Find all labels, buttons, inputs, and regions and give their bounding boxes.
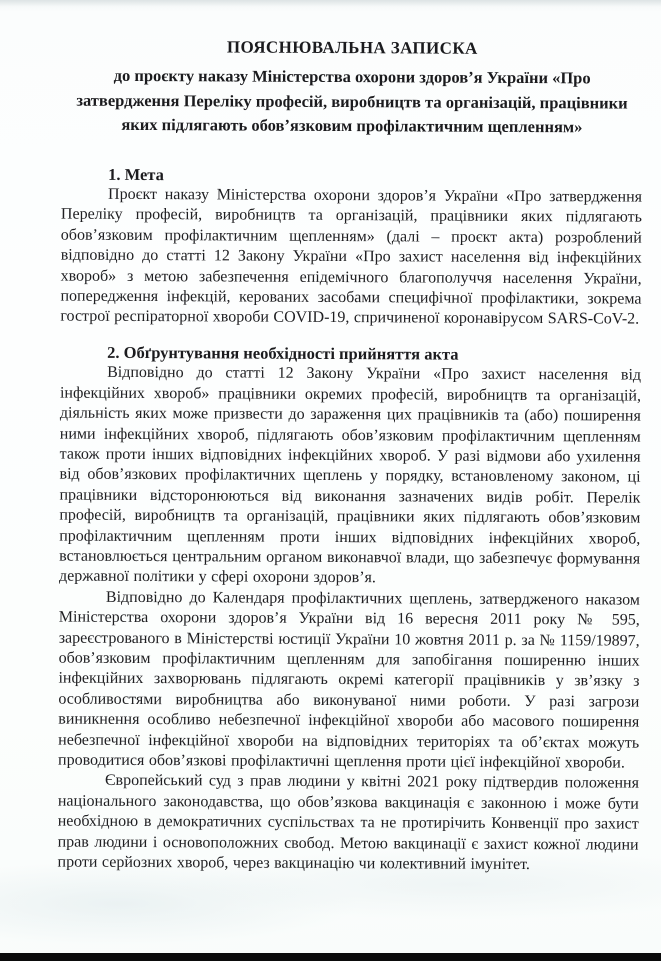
section-2-paragraph-3: Європейський суд з прав людини у квітні 2021 року підтвердив положення національного законодавства, що обов’язкова вакцинація є законною і може бути необхідною в демократичних суспільствах та не протирічить Конвенції про захист прав людини і основоположних свобод. Метою вакцинації є захист кожної людини проти серйозних хвороб, через вакцинацію чи колективний імунітет. (57, 772, 640, 874)
section-2-heading: 2. Обґрунтування необхідності прийняття акта (107, 342, 459, 364)
section-2-paragraph-1: Відповідно до статті 12 Закону України «Про захист населення від інфекційних хвороб» працівники окремих професій, виробництв та організацій, діяльність яких може призвести до зараження цих працівників та (або) поширення ними інфекційних хвороб, підлягають обов’язковим профілактичним щепленням також проти інших відповідних інфекційних хвороб. У разі відмови або ухилення від обов’язкових профілактичних щеплень у порядку, встановленому законом, ці працівники відсторонюються від виконання зазначених видів робіт. Перелік професій, виробництв та організацій, працівники яких підлягають обов’язковим профілактичним щепленням проти інших відповідних інфекційних хвороб, встановлюється центральним органом виконавчої влади, що забезпечує формування державної політики у сфері охорони здоров’я. (58, 364, 642, 587)
document-subtitle: до проєкту наказу Міністерства охорони здоров’я України «Про затвердження Переліку професій, виробництв та організацій, працівники яких підлягають обов’язковим профілактичним щепленням» (76, 65, 628, 137)
document-title: ПОЯСНЮВАЛЬНА ЗАПИСКА (226, 37, 478, 58)
section-1-heading: 1. Мета (108, 164, 164, 184)
section-1-paragraph: Проєкт наказу Міністерства охорони здоров’я України «Про затвердження Переліку професій, виробництв та організацій, працівники яких підлягають обов’язковим профілактичним щепленням» (далі – проєкт акта) розроблений відповідно до статті 12 Закону України «Про захист населення від інфекційних хвороб» з метою забезпечення епідемічного благополуччя населення України, попередження інфекцій, керованих засобами специфічної профілактики, зокрема гострої респіраторної хвороби COVID-19, спричиненої коронавірусом SARS-CoV-2. (60, 185, 643, 329)
scan-bottom-edge (0, 953, 661, 961)
section-2-paragraph-2: Відповідно до Календаря профілактичних щеплень, затвердженого наказом Міністерства охорони здоров’я України від 16 вересня 2011 року № 595, зареєстрованого в Міністерстві юстиції України 10 жовтня 2011 р. за № 1159/19897, обов’язковим профілактичним щепленням для запобігання поширенню інших інфекційних захворювань підлягають окремі категорії працівників у зв’язку з особливостями виробництва або виконуваної ними роботи. У разі загрози виникнення особливо небезпечної інфекційної хвороби або масового поширення небезпечної інфекційної хвороби на відповідних територіях та об’єктах можуть проводитися обов’язкові профілактичні щеплення проти цієї інфекційної хвороби. (58, 588, 640, 772)
